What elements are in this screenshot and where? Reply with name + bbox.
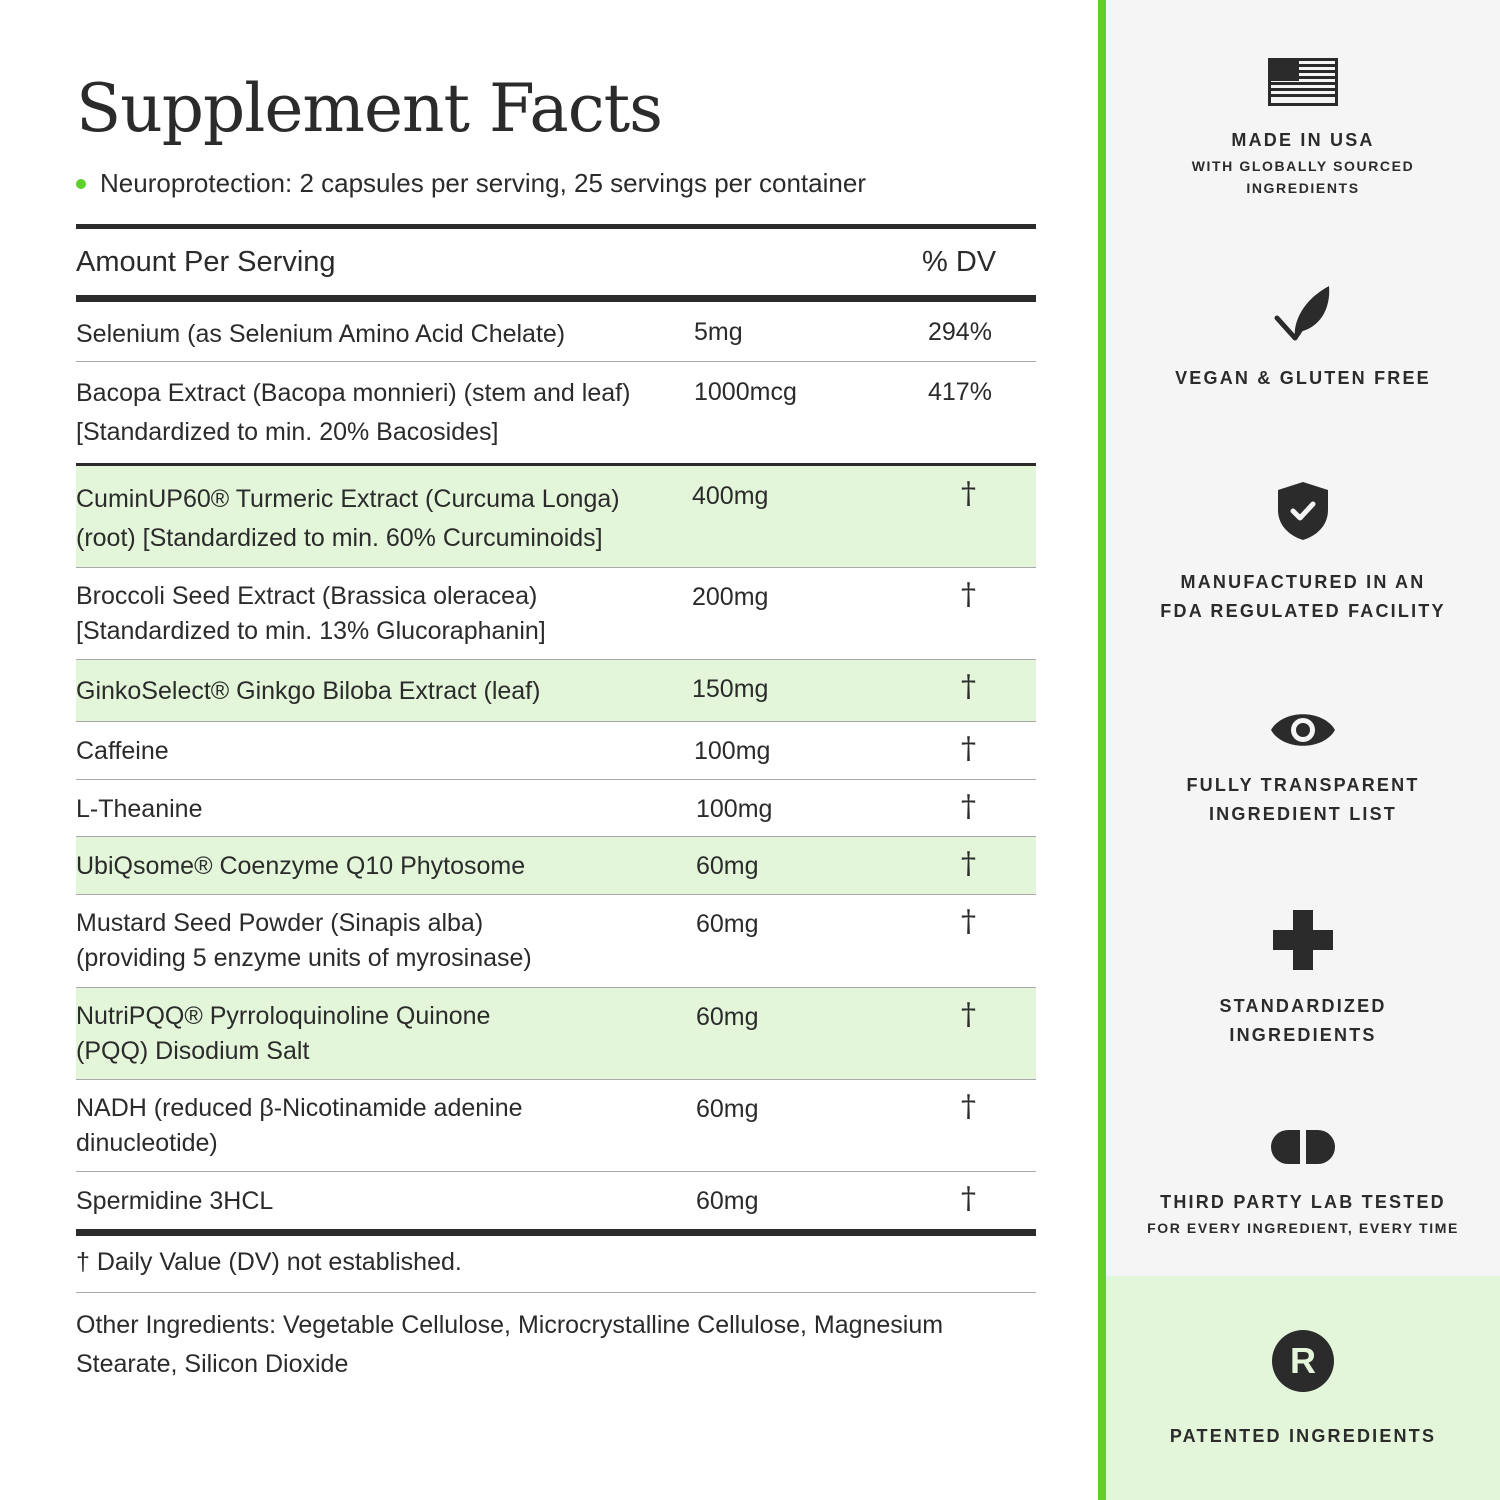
table-row xyxy=(76,722,1036,780)
badge-vegan xyxy=(1106,282,1500,393)
dagger-mark: † xyxy=(961,577,976,612)
table-row xyxy=(76,837,1036,895)
header-rule xyxy=(76,295,1036,302)
badge-made-in-usa xyxy=(1106,58,1500,199)
badge-label: MADE IN USA xyxy=(1231,130,1375,150)
ingredient-name: Mustard Seed Powder (Sinapis alba) (providing 5 enzyme units of myrosinase) xyxy=(76,909,532,972)
badge-label: FDA REGULATED FACILITY xyxy=(1160,601,1446,621)
eye-icon xyxy=(1269,705,1337,755)
serving-info-text: Neuroprotection: 2 capsules per serving, 25 servings per container xyxy=(100,168,866,198)
badge-label: FULLY TRANSPARENT xyxy=(1186,775,1420,795)
table-row xyxy=(76,988,1036,1080)
bullet-dot-icon xyxy=(76,179,86,189)
trust-badges-panel xyxy=(1098,0,1500,1500)
ingredient-amount: 60mg xyxy=(696,852,759,880)
dagger-mark: † xyxy=(961,476,976,511)
badge-label: PATENTED INGREDIENTS xyxy=(1169,1426,1437,1446)
header-daily-value: % DV xyxy=(922,246,997,278)
capsule-icon xyxy=(1269,1128,1337,1166)
table-row xyxy=(76,1172,1036,1230)
top-rule xyxy=(76,224,1036,229)
table-row xyxy=(76,1080,1036,1172)
plus-cross-icon xyxy=(1273,910,1333,970)
ingredient-dv: 294% xyxy=(928,318,992,346)
ingredient-name: Bacopa Extract (Bacopa monnieri) (stem and leaf) [Standardized to min. 20% Bacosides] xyxy=(76,379,631,446)
ingredient-name: Spermidine 3HCL xyxy=(76,1187,274,1215)
shield-check-icon xyxy=(1276,480,1330,542)
registered-icon xyxy=(1272,1330,1334,1392)
ingredient-amount: 60mg xyxy=(696,1095,759,1123)
registered-icon-letter: R xyxy=(1290,1340,1316,1381)
ingredient-name: Broccoli Seed Extract (Brassica oleracea) [Standardized to min. 13% Glucoraphanin] xyxy=(76,582,546,645)
dagger-mark: † xyxy=(961,731,976,766)
footnote-divider xyxy=(76,1292,1036,1293)
leaf-check-icon xyxy=(1273,282,1333,342)
table-row xyxy=(76,660,1036,722)
ingredient-amount: 60mg xyxy=(696,910,759,938)
header-amount-per-serving: Amount Per Serving xyxy=(76,246,336,278)
dv-footnote: † Daily Value (DV) not established. xyxy=(76,1248,462,1276)
ingredient-name: L-Theanine xyxy=(76,795,203,823)
ingredient-amount: 1000mcg xyxy=(694,378,797,406)
table-header xyxy=(76,232,1036,296)
ingredient-amount: 100mg xyxy=(696,795,773,823)
ingredient-name: GinkoSelect® Ginkgo Biloba Extract (leaf) xyxy=(76,677,541,705)
dagger-mark: † xyxy=(961,789,976,824)
ingredient-dv: 417% xyxy=(928,378,992,406)
badge-standardized xyxy=(1106,910,1500,1050)
badge-label: INGREDIENT LIST xyxy=(1208,804,1397,824)
ingredient-name: CuminUP60® Turmeric Extract (Curcuma Longa) (root) [Standardized to min. 60% Curcuminoids] xyxy=(76,485,620,552)
page-title: Supplement Facts xyxy=(76,70,663,147)
table-row xyxy=(76,780,1036,837)
ingredient-amount: 400mg xyxy=(692,482,769,510)
badge-label: THIRD PARTY LAB TESTED xyxy=(1160,1192,1446,1212)
table-row xyxy=(76,362,1036,466)
badge-label: VEGAN & GLUTEN FREE xyxy=(1175,368,1431,388)
badge-transparent xyxy=(1106,705,1500,829)
dagger-mark: † xyxy=(961,846,976,881)
badge-lab-tested xyxy=(1106,1128,1500,1239)
ingredient-amount: 100mg xyxy=(694,737,771,765)
serving-info xyxy=(76,168,866,199)
dagger-mark: † xyxy=(961,1089,976,1124)
badge-fda xyxy=(1106,480,1500,626)
table-row xyxy=(76,466,1036,568)
ingredient-name: NADH (reduced β-Nicotinamide adenine dinucleotide) xyxy=(76,1094,523,1157)
ingredient-table xyxy=(76,302,1036,1230)
ingredient-amount: 150mg xyxy=(692,675,769,703)
ingredient-name: Caffeine xyxy=(76,737,169,765)
badge-sub-label: FOR EVERY INGREDIENT, EVERY TIME xyxy=(1147,1220,1459,1236)
badge-label: INGREDIENTS xyxy=(1229,1025,1377,1045)
ingredient-amount: 200mg xyxy=(692,583,769,611)
ingredient-amount: 5mg xyxy=(694,318,743,346)
dagger-mark: † xyxy=(961,997,976,1032)
dagger-mark: † xyxy=(961,1181,976,1216)
dagger-mark: † xyxy=(961,904,976,939)
badge-label: MANUFACTURED IN AN xyxy=(1180,572,1426,592)
ingredient-name: Selenium (as Selenium Amino Acid Chelate) xyxy=(76,320,566,348)
table-row xyxy=(76,568,1036,660)
badge-sub-label: WITH GLOBALLY SOURCED xyxy=(1191,158,1415,174)
table-row xyxy=(76,302,1036,362)
ingredient-amount: 60mg xyxy=(696,1003,759,1031)
table-row xyxy=(76,895,1036,988)
ingredient-name: NutriPQQ® Pyrroloquinoline Quinone (PQQ) Disodium Salt xyxy=(76,1002,491,1065)
badge-label: STANDARDIZED xyxy=(1219,996,1387,1016)
us-flag-icon xyxy=(1268,58,1338,106)
bottom-rule xyxy=(76,1229,1036,1236)
other-ingredients: Other Ingredients: Vegetable Cellulose, Microcrystalline Cellulose, Magnesium Stearate, Silicon Dioxide xyxy=(76,1311,944,1378)
ingredient-name: UbiQsome® Coenzyme Q10 Phytosome xyxy=(76,852,526,880)
ingredient-amount: 60mg xyxy=(696,1187,759,1215)
dagger-mark: † xyxy=(961,669,976,704)
badge-patented xyxy=(1106,1330,1500,1451)
badge-sub-label: INGREDIENTS xyxy=(1246,180,1360,196)
